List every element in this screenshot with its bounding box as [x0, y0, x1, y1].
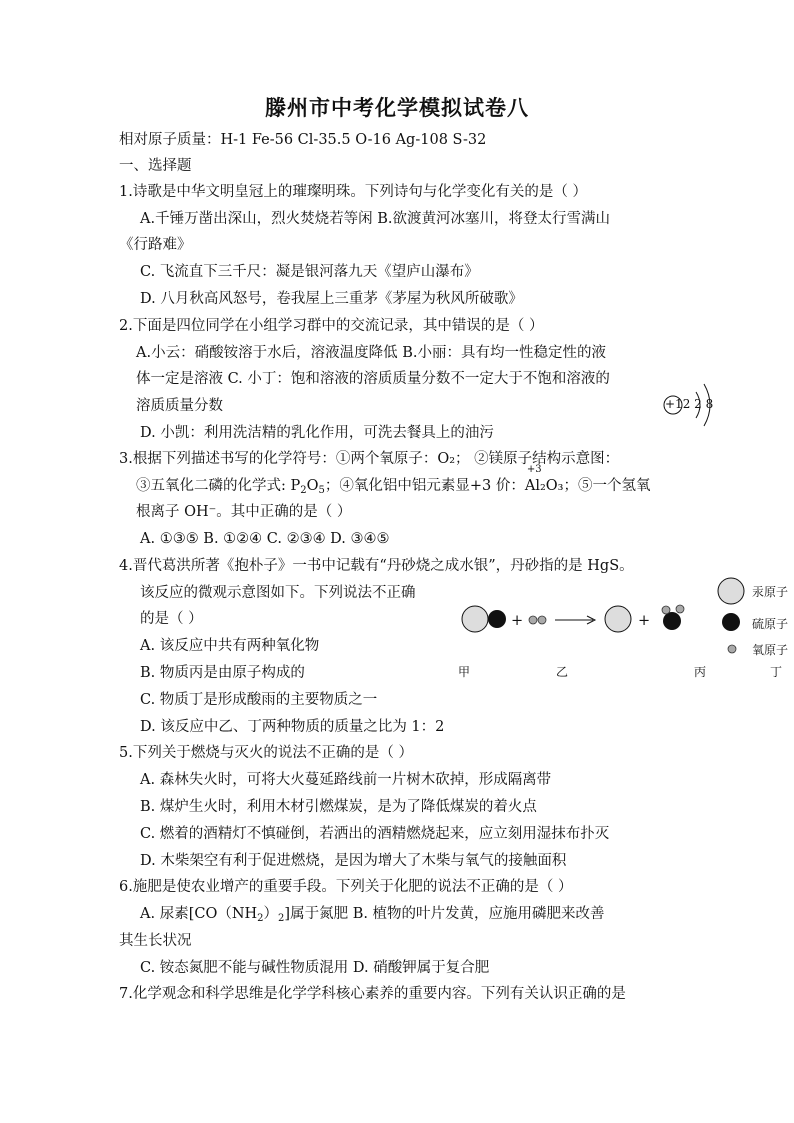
- q6-a-mid: ）: [263, 906, 279, 922]
- q6-stem: 6.施肥是使农业增产的重要手段。下列关于化肥的说法不正确的是（ ）: [119, 879, 573, 895]
- q6-a-post: ]属于氮肥 B. 植物的叶片发黄，应施用磷肥来改善: [284, 906, 605, 922]
- q5-option-c: C. 燃着的酒精灯不慎碰倒，若洒出的酒精燃烧起来，应立刻用湿抹布扑灭: [140, 826, 610, 842]
- q3-sub-o: 5: [318, 485, 325, 496]
- q1-option-d: D. 八月秋高风怒号，卷我屋上三重茅《茅屋为秋风所破歌》: [140, 291, 523, 307]
- plus-sign-2: +: [638, 613, 651, 629]
- q3-line3: 根离子 OH⁻。其中正确的是（ ）: [136, 504, 352, 520]
- q5-stem: 5.下列关于燃烧与灭火的说法不正确的是（ ）: [119, 745, 413, 761]
- legend-s: 硫原子: [752, 617, 789, 631]
- page-title: 滕州市中考化学模拟试卷八: [265, 95, 529, 120]
- legend-hg-icon: [716, 576, 746, 606]
- reaction-arrow: [555, 616, 595, 624]
- valence-formula: [524, 464, 564, 496]
- q5-option-a: A. 森林失火时，可将大火蔓延路线前一片树木砍掉，形成隔离带: [140, 772, 552, 788]
- q1-stem: 1.诗歌是中华文明皇冠上的璀璨明珠。下列诗句与化学变化有关的是（ ）: [119, 184, 587, 200]
- q6-option-c-d: C. 铵态氮肥不能与碱性物质混用 D. 硝酸钾属于复合肥: [140, 960, 490, 976]
- label-jia: 甲: [458, 665, 471, 679]
- atom-structure-label: +12 2 8: [665, 397, 714, 411]
- label-bing: 丙: [694, 665, 707, 679]
- reaction-diagram: [455, 600, 695, 640]
- atomic-masses: 相对原子质量：H-1 Fe-56 Cl-35.5 O-16 Ag-108 S-32: [119, 132, 487, 148]
- q3-item4: ；④氧化铝中铝元素显+3 价：: [324, 478, 525, 494]
- label-yi: 乙: [556, 665, 569, 679]
- q7-stem: 7.化学观念和科学思维是化学学科核心素养的重要内容。下列有关认识正确的是: [119, 986, 626, 1002]
- section-heading: 一、选择题: [119, 158, 192, 174]
- molecule-o2: [529, 616, 546, 624]
- molecule-so2: [662, 605, 684, 630]
- q3-line2: [136, 464, 651, 501]
- q3-o: O: [306, 478, 319, 494]
- legend-s-icon: [721, 612, 741, 632]
- valence-formula-text: Al₂O₃: [524, 478, 564, 494]
- legend-o-icon: [726, 643, 738, 655]
- q5-option-b: B. 煤炉生火时，利用木材引燃煤炭，是为了降低煤炭的着火点: [140, 799, 537, 815]
- legend-hg: 汞原子: [752, 585, 789, 599]
- q1-option-c: C. 飞流直下三千尺：凝是银河落九天《望庐山瀑布》: [140, 264, 479, 280]
- q3-stem: 3.根据下列描述书写的化学符号：①两个氧原子：O₂； ②镁原子结构示意图：: [119, 451, 620, 467]
- q2-line3: 溶质质量分数: [136, 398, 223, 414]
- molecule-hgs: [462, 606, 506, 632]
- q6-option-a-b: [140, 904, 605, 929]
- q4-line2: 该反应的微观示意图如下。下列说法不正确: [140, 585, 416, 601]
- q1-option-b-cont: 《行路难》: [119, 237, 192, 253]
- q4-line3: 的是（ ）: [140, 611, 203, 627]
- label-ding: 丁: [770, 665, 783, 679]
- q5-option-d: D. 木柴架空有利于促进燃烧，是因为增大了木柴与氧气的接触面积: [140, 853, 567, 869]
- q3-item5: ；⑤一个氢氧: [563, 478, 651, 494]
- q2-stem: 2.下面是四位同学在小组学习群中的交流记录，其中错误的是（ ）: [119, 318, 544, 334]
- q2-option-d: D. 小凯：利用洗洁精的乳化作用，可洗去餐具上的油污: [140, 425, 494, 441]
- q4-stem: 4.晋代葛洪所著《抱朴子》一书中记载有“丹砂烧之成水银”，丹砂指的是 HgS。: [119, 558, 634, 574]
- q3-options: A. ①③⑤ B. ①②④ C. ②③④ D. ③④⑤: [140, 531, 390, 547]
- q6-a-pre: A. 尿素[CO（NH: [140, 906, 258, 922]
- q4-option-c: C. 物质丁是形成酸雨的主要物质之一: [140, 692, 378, 708]
- q4-option-a: A. 该反应中共有两种氧化物: [140, 638, 320, 654]
- q2-line2: 体一定是溶液 C. 小丁：饱和溶液的溶质质量分数不一定大于不饱和溶液的: [136, 371, 610, 387]
- q6-option-b-cont: 其生长状况: [119, 933, 192, 949]
- valence-sup: +3: [526, 464, 542, 475]
- q6-a-sub2: 2: [278, 913, 285, 924]
- plus-sign-1: +: [511, 613, 524, 629]
- q4-option-d: D. 该反应中乙、丁两种物质的质量之比为 1：2: [140, 719, 445, 735]
- q4-option-b: B. 物质丙是由原子构成的: [140, 665, 305, 681]
- q1-option-a-b: A.千锤万凿出深山，烈火焚烧若等闲 B.欲渡黄河冰塞川，将登太行雪满山: [140, 211, 610, 227]
- q6-a-sub: 2: [257, 913, 264, 924]
- q3-item3: ③五氧化二磷的化学式: P: [136, 478, 301, 494]
- legend-o: 氧原子: [752, 643, 789, 657]
- q2-line1: A.小云：硝酸铵溶于水后，溶液温度降低 B.小丽：具有均一性稳定性的液: [136, 345, 606, 361]
- q3-sub-p: 2: [300, 485, 307, 496]
- atom-hg: [605, 606, 631, 632]
